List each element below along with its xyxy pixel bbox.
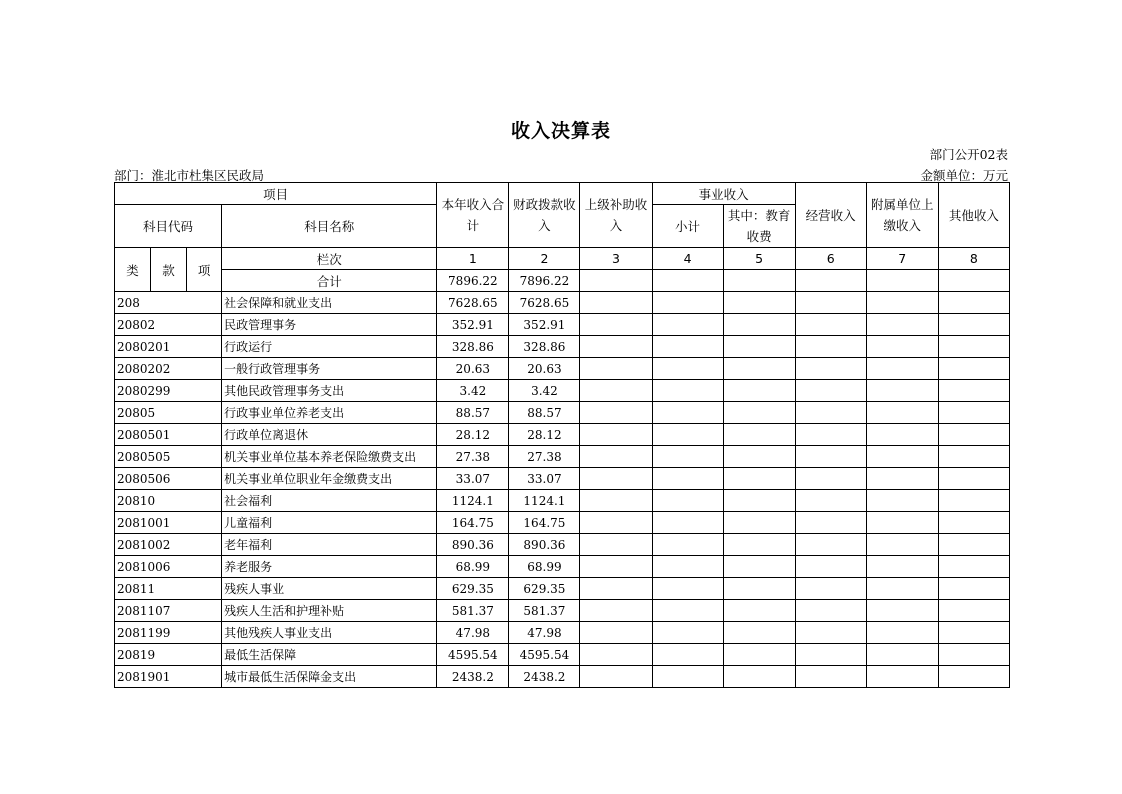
- empty-cell: [866, 512, 938, 534]
- subject-code: 2081001: [115, 512, 222, 534]
- empty-cell: [652, 358, 723, 380]
- empty-cell: [652, 578, 723, 600]
- table-row: [115, 600, 1010, 622]
- empty-cell: [795, 534, 866, 556]
- subject-name: 城市最低生活保障金支出: [222, 666, 437, 688]
- empty-cell: [580, 424, 652, 446]
- fiscal-allocation-value: 890.36: [509, 534, 580, 556]
- unit-label: 金额单位：万元: [920, 168, 1008, 183]
- empty-cell: [795, 468, 866, 490]
- subject-code: 2081006: [115, 556, 222, 578]
- empty-cell: [795, 270, 866, 292]
- table-row: [115, 622, 1010, 644]
- subject-code: 2080202: [115, 358, 222, 380]
- empty-cell: [938, 336, 1009, 358]
- col-num: 8: [938, 248, 1009, 270]
- total-income-value: 328.86: [437, 336, 509, 358]
- fiscal-allocation-value: 88.57: [509, 402, 580, 424]
- empty-cell: [938, 314, 1009, 336]
- header-business-income: 事业收入: [652, 183, 795, 205]
- empty-cell: [938, 424, 1009, 446]
- empty-cell: [723, 446, 795, 468]
- empty-cell: [652, 534, 723, 556]
- subject-name: 最低生活保障: [222, 644, 437, 666]
- empty-cell: [795, 336, 866, 358]
- fiscal-allocation-value: 1124.1: [509, 490, 580, 512]
- empty-cell: [723, 622, 795, 644]
- empty-cell: [580, 512, 652, 534]
- col-num: 5: [723, 248, 795, 270]
- empty-cell: [866, 600, 938, 622]
- empty-cell: [866, 644, 938, 666]
- empty-cell: [580, 600, 652, 622]
- empty-cell: [580, 666, 652, 688]
- empty-cell: [938, 622, 1009, 644]
- empty-cell: [652, 468, 723, 490]
- table-row: [115, 666, 1010, 688]
- empty-cell: [866, 490, 938, 512]
- subject-code: 2081901: [115, 666, 222, 688]
- subject-name: 残疾人事业: [222, 578, 437, 600]
- total-income-value: 88.57: [437, 402, 509, 424]
- empty-cell: [652, 446, 723, 468]
- empty-cell: [580, 578, 652, 600]
- col-num: 3: [580, 248, 652, 270]
- empty-cell: [580, 380, 652, 402]
- empty-cell: [723, 336, 795, 358]
- header-item: 项目: [115, 183, 437, 205]
- empty-cell: [580, 490, 652, 512]
- empty-cell: [723, 358, 795, 380]
- subject-code: 20802: [115, 314, 222, 336]
- empty-cell: [652, 512, 723, 534]
- empty-cell: [866, 336, 938, 358]
- empty-cell: [723, 578, 795, 600]
- empty-cell: [795, 512, 866, 534]
- empty-cell: [795, 622, 866, 644]
- table-row: [115, 358, 1010, 380]
- fiscal-allocation-value: 68.99: [509, 556, 580, 578]
- total-income-value: 629.35: [437, 578, 509, 600]
- empty-cell: [938, 358, 1009, 380]
- empty-cell: [580, 468, 652, 490]
- empty-cell: [723, 292, 795, 314]
- fiscal-allocation-value: 352.91: [509, 314, 580, 336]
- empty-cell: [580, 292, 652, 314]
- empty-cell: [795, 380, 866, 402]
- fiscal-allocation-value: 20.63: [509, 358, 580, 380]
- empty-cell: [866, 578, 938, 600]
- subject-name: 行政事业单位养老支出: [222, 402, 437, 424]
- subject-code: 20811: [115, 578, 222, 600]
- subject-code: 20819: [115, 644, 222, 666]
- fiscal-allocation-value: 28.12: [509, 424, 580, 446]
- empty-cell: [795, 446, 866, 468]
- subject-code: 2080505: [115, 446, 222, 468]
- empty-cell: [580, 402, 652, 424]
- table-row: [115, 292, 1010, 314]
- table-row: [115, 490, 1010, 512]
- empty-cell: [866, 534, 938, 556]
- subject-code: 2080299: [115, 380, 222, 402]
- subject-name: 行政单位离退休: [222, 424, 437, 446]
- sum-total: 7896.22: [437, 270, 509, 292]
- subject-name: 残疾人生活和护理补贴: [222, 600, 437, 622]
- empty-cell: [938, 468, 1009, 490]
- empty-cell: [652, 622, 723, 644]
- empty-cell: [795, 358, 866, 380]
- empty-cell: [652, 556, 723, 578]
- subject-name: 机关事业单位基本养老保险缴费支出: [222, 446, 437, 468]
- subject-code: 20810: [115, 490, 222, 512]
- total-income-value: 2438.2: [437, 666, 509, 688]
- header-education-fee: 其中：教育收费: [723, 205, 795, 248]
- empty-cell: [866, 556, 938, 578]
- empty-cell: [795, 424, 866, 446]
- empty-cell: [866, 666, 938, 688]
- empty-cell: [652, 644, 723, 666]
- empty-cell: [866, 358, 938, 380]
- income-table: [114, 182, 1010, 688]
- total-income-value: 28.12: [437, 424, 509, 446]
- empty-cell: [866, 468, 938, 490]
- empty-cell: [723, 512, 795, 534]
- empty-cell: [938, 600, 1009, 622]
- empty-cell: [652, 380, 723, 402]
- total-income-value: 4595.54: [437, 644, 509, 666]
- header-upper-subsidy: 上级补助收入: [580, 183, 652, 248]
- empty-cell: [580, 446, 652, 468]
- empty-cell: [580, 270, 652, 292]
- subject-code: 2081002: [115, 534, 222, 556]
- fiscal-allocation-value: 4595.54: [509, 644, 580, 666]
- fiscal-allocation-value: 581.37: [509, 600, 580, 622]
- header-operating-income: 经营收入: [795, 183, 866, 248]
- table-row: [115, 424, 1010, 446]
- header-other-income: 其他收入: [938, 183, 1009, 248]
- col-num: 7: [866, 248, 938, 270]
- header-total-income: 本年收入合计: [437, 183, 509, 248]
- empty-cell: [652, 600, 723, 622]
- empty-cell: [795, 666, 866, 688]
- empty-cell: [866, 424, 938, 446]
- total-income-value: 890.36: [437, 534, 509, 556]
- subject-name: 机关事业单位职业年金缴费支出: [222, 468, 437, 490]
- fiscal-allocation-value: 328.86: [509, 336, 580, 358]
- sum-fiscal: 7896.22: [509, 270, 580, 292]
- col-num: 1: [437, 248, 509, 270]
- empty-cell: [723, 490, 795, 512]
- header-column-order: 栏次: [222, 248, 437, 270]
- table-row: [115, 512, 1010, 534]
- empty-cell: [938, 666, 1009, 688]
- fiscal-allocation-value: 3.42: [509, 380, 580, 402]
- table-row: [115, 578, 1010, 600]
- empty-cell: [652, 490, 723, 512]
- subject-code: 2080201: [115, 336, 222, 358]
- empty-cell: [938, 578, 1009, 600]
- empty-cell: [723, 468, 795, 490]
- empty-cell: [723, 402, 795, 424]
- subject-code: 2081107: [115, 600, 222, 622]
- fiscal-allocation-value: 2438.2: [509, 666, 580, 688]
- empty-cell: [580, 556, 652, 578]
- empty-cell: [795, 490, 866, 512]
- empty-cell: [795, 600, 866, 622]
- total-income-value: 164.75: [437, 512, 509, 534]
- total-income-value: 3.42: [437, 380, 509, 402]
- empty-cell: [866, 380, 938, 402]
- fiscal-allocation-value: 7628.65: [509, 292, 580, 314]
- empty-cell: [938, 402, 1009, 424]
- total-income-value: 68.99: [437, 556, 509, 578]
- subject-name: 养老服务: [222, 556, 437, 578]
- empty-cell: [723, 666, 795, 688]
- subject-code: 20805: [115, 402, 222, 424]
- empty-cell: [795, 578, 866, 600]
- header-subject-code: 科目代码: [115, 205, 222, 248]
- fiscal-allocation-value: 27.38: [509, 446, 580, 468]
- total-income-value: 47.98: [437, 622, 509, 644]
- empty-cell: [652, 270, 723, 292]
- header-section: 款: [151, 248, 187, 292]
- total-income-value: 581.37: [437, 600, 509, 622]
- total-income-value: 20.63: [437, 358, 509, 380]
- empty-cell: [723, 556, 795, 578]
- empty-cell: [795, 402, 866, 424]
- sum-label: 合计: [222, 270, 437, 292]
- empty-cell: [580, 336, 652, 358]
- subject-name: 社会福利: [222, 490, 437, 512]
- table-row: [115, 402, 1010, 424]
- subject-name: 其他残疾人事业支出: [222, 622, 437, 644]
- table-row: [115, 446, 1010, 468]
- empty-cell: [938, 644, 1009, 666]
- empty-cell: [723, 314, 795, 336]
- total-income-value: 352.91: [437, 314, 509, 336]
- empty-cell: [795, 644, 866, 666]
- total-income-value: 7628.65: [437, 292, 509, 314]
- table-row: [115, 380, 1010, 402]
- subject-name: 儿童福利: [222, 512, 437, 534]
- empty-cell: [866, 622, 938, 644]
- header-item-level: 项: [187, 248, 222, 292]
- empty-cell: [723, 424, 795, 446]
- table-row: [115, 644, 1010, 666]
- empty-cell: [866, 446, 938, 468]
- subject-name: 社会保障和就业支出: [222, 292, 437, 314]
- empty-cell: [795, 292, 866, 314]
- subject-name: 老年福利: [222, 534, 437, 556]
- empty-cell: [580, 622, 652, 644]
- total-income-value: 33.07: [437, 468, 509, 490]
- empty-cell: [938, 534, 1009, 556]
- empty-cell: [580, 644, 652, 666]
- subject-code: 208: [115, 292, 222, 314]
- subject-name: 一般行政管理事务: [222, 358, 437, 380]
- table-row: [115, 336, 1010, 358]
- empty-cell: [938, 556, 1009, 578]
- table-row: [115, 556, 1010, 578]
- empty-cell: [866, 314, 938, 336]
- empty-cell: [938, 270, 1009, 292]
- col-num: 4: [652, 248, 723, 270]
- form-number: 部门公开02表: [929, 147, 1008, 162]
- table-row: [115, 314, 1010, 336]
- col-num: 2: [509, 248, 580, 270]
- empty-cell: [652, 292, 723, 314]
- empty-cell: [866, 270, 938, 292]
- header-subtotal: 小计: [652, 205, 723, 248]
- total-income-value: 27.38: [437, 446, 509, 468]
- empty-cell: [938, 490, 1009, 512]
- empty-cell: [723, 534, 795, 556]
- fiscal-allocation-value: 33.07: [509, 468, 580, 490]
- empty-cell: [652, 402, 723, 424]
- total-income-value: 1124.1: [437, 490, 509, 512]
- header-subject-name: 科目名称: [222, 205, 437, 248]
- empty-cell: [866, 292, 938, 314]
- fiscal-allocation-value: 164.75: [509, 512, 580, 534]
- empty-cell: [723, 380, 795, 402]
- col-num: 6: [795, 248, 866, 270]
- empty-cell: [723, 600, 795, 622]
- header-class: 类: [115, 248, 151, 292]
- empty-cell: [580, 314, 652, 336]
- table-row: [115, 468, 1010, 490]
- fiscal-allocation-value: 47.98: [509, 622, 580, 644]
- page-title: 收入决算表: [510, 120, 611, 142]
- table-row: [115, 534, 1010, 556]
- department-label: 部门：淮北市杜集区民政局: [114, 168, 265, 183]
- empty-cell: [723, 270, 795, 292]
- subject-name: 其他民政管理事务支出: [222, 380, 437, 402]
- empty-cell: [652, 666, 723, 688]
- empty-cell: [652, 314, 723, 336]
- empty-cell: [652, 336, 723, 358]
- empty-cell: [795, 314, 866, 336]
- subject-code: 2081199: [115, 622, 222, 644]
- empty-cell: [723, 644, 795, 666]
- empty-cell: [866, 402, 938, 424]
- empty-cell: [938, 292, 1009, 314]
- fiscal-allocation-value: 629.35: [509, 578, 580, 600]
- empty-cell: [938, 512, 1009, 534]
- empty-cell: [580, 534, 652, 556]
- subject-name: 行政运行: [222, 336, 437, 358]
- subject-code: 2080506: [115, 468, 222, 490]
- empty-cell: [938, 446, 1009, 468]
- empty-cell: [795, 556, 866, 578]
- header-affiliated-income: 附属单位上缴收入: [866, 183, 938, 248]
- empty-cell: [580, 358, 652, 380]
- empty-cell: [938, 380, 1009, 402]
- header-fiscal-allocation: 财政拨款收入: [509, 183, 580, 248]
- empty-cell: [652, 424, 723, 446]
- subject-code: 2080501: [115, 424, 222, 446]
- subject-name: 民政管理事务: [222, 314, 437, 336]
